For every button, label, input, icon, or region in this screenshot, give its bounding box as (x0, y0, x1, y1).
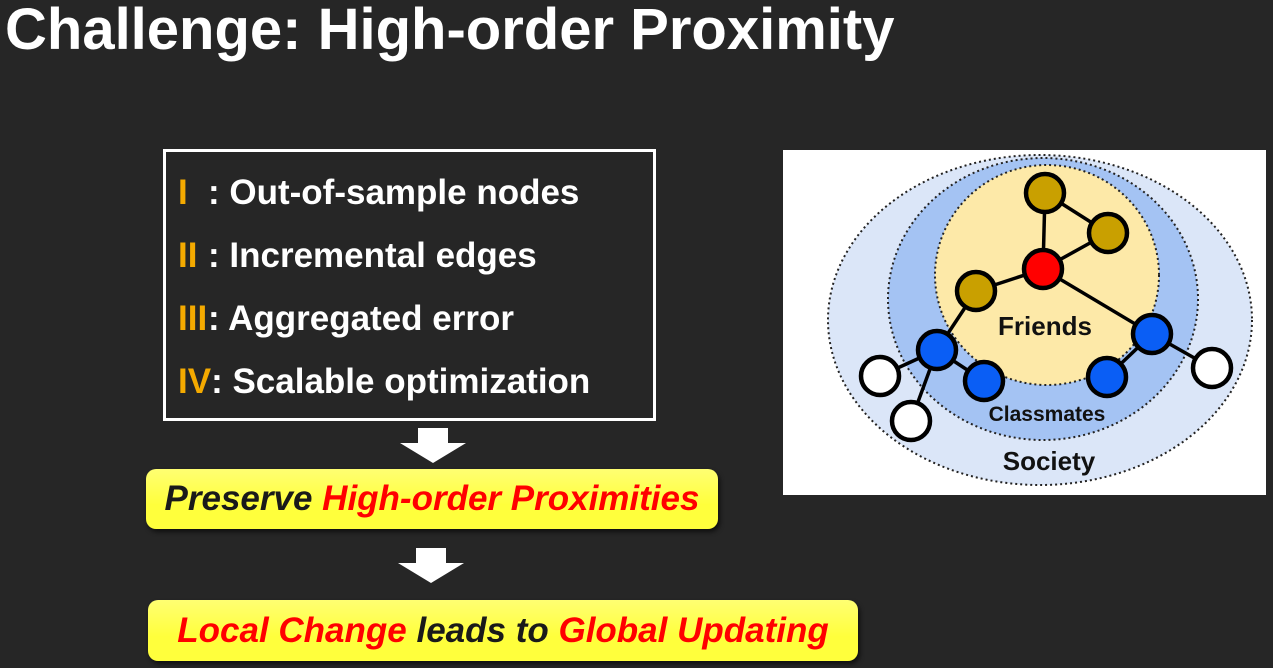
node-classmate (1088, 358, 1126, 396)
challenge-numeral: II (178, 236, 198, 275)
node-classmate (1133, 315, 1171, 353)
node-other (892, 402, 930, 440)
conclusion-text-part: leads to (406, 611, 559, 650)
social-circles-diagram (783, 150, 1266, 495)
node-friend (1026, 174, 1064, 212)
challenge-item-3 (178, 287, 653, 350)
challenge-item-1 (178, 161, 653, 224)
challenge-label: : Scalable optimization (211, 362, 591, 401)
node-other (861, 357, 899, 395)
conclusion-highlight-text: Local Change (177, 611, 407, 650)
node-classmate (918, 331, 956, 369)
challenge-item-2 (178, 224, 653, 287)
challenges-box (163, 149, 656, 421)
society-label: Society (1002, 446, 1096, 476)
node-classmate (965, 362, 1003, 400)
challenge-label: : Aggregated error (208, 299, 514, 338)
node-other (1193, 349, 1231, 387)
node-self (1024, 250, 1062, 288)
node-friend (1089, 214, 1127, 252)
down-arrow-shape (400, 428, 466, 463)
friends-label: Friends (998, 311, 1092, 341)
down-arrow-icon (400, 428, 466, 463)
conclusion-box-global-updating (148, 600, 858, 661)
challenge-label: : Incremental edges (208, 236, 537, 275)
classmates-label: Classmates (988, 403, 1106, 426)
challenge-numeral: I (178, 173, 188, 212)
conclusion-highlight-text: High-order Proximities (322, 479, 700, 518)
challenge-item-4 (178, 350, 653, 413)
challenge-label: : Out-of-sample nodes (208, 173, 580, 212)
down-arrow-icon (398, 548, 464, 583)
conclusion-box-preserve (146, 469, 718, 529)
slide-title: Challenge: High-order Proximity (5, 0, 895, 62)
conclusion-text-part: Preserve (164, 479, 323, 518)
down-arrow-shape (398, 548, 464, 583)
conclusion-highlight-text: Global Updating (558, 611, 829, 650)
challenge-numeral: IV (178, 362, 212, 401)
node-friend (957, 272, 995, 310)
challenge-numeral: III (178, 299, 208, 338)
